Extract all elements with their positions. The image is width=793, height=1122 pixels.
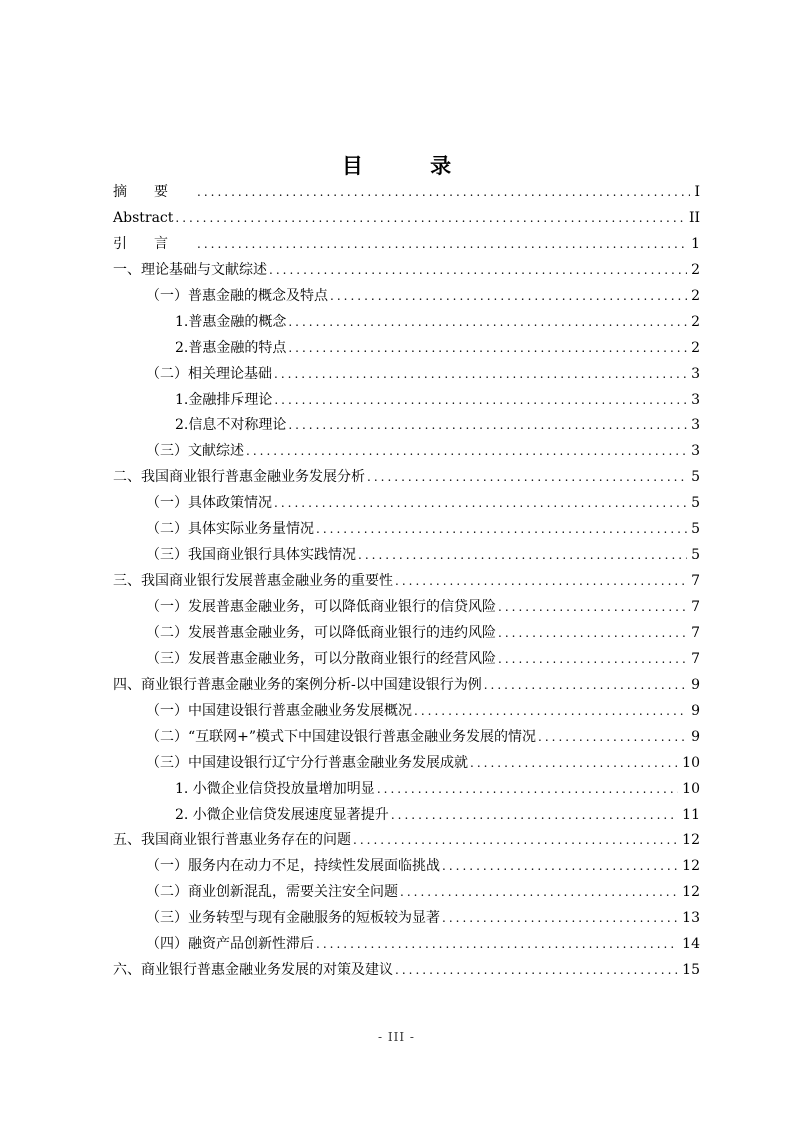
toc-entry[interactable] [113, 673, 700, 699]
toc-leader-dots [414, 699, 687, 725]
toc-leader-dots [246, 439, 687, 465]
toc-leader-dots [197, 180, 690, 206]
toc-leader-dots [316, 932, 678, 958]
toc-entry-page: 2 [691, 339, 700, 356]
toc-leader-dots [358, 543, 687, 569]
toc-entry[interactable] [113, 284, 700, 310]
toc-leader-dots [498, 621, 687, 647]
toc-entry-label: 二、我国商业银行普惠金融业务发展分析 [113, 469, 365, 486]
toc-entry-label: 六、商业银行普惠金融业务发展的对策及建议 [113, 962, 393, 979]
footer-page-number: - III - [378, 1030, 415, 1044]
toc-leader-dots [330, 284, 687, 310]
toc-entry[interactable] [113, 310, 700, 336]
toc-leader-dots [442, 854, 678, 880]
toc-entry-page: II [688, 209, 700, 226]
toc-entry-page: 5 [691, 521, 700, 538]
toc-leader-dots [377, 777, 678, 803]
toc-leader-dots [498, 647, 687, 673]
toc-entry-page: 9 [691, 728, 700, 745]
toc-leader-dots [274, 362, 687, 388]
toc-entry[interactable] [113, 699, 700, 725]
toc-entry-page: 12 [682, 884, 700, 901]
toc-leader-dots [288, 336, 687, 362]
toc-entry-page: I [694, 184, 700, 200]
toc-entry[interactable] [113, 569, 700, 595]
toc-leader-dots [274, 491, 687, 517]
toc-entry-page: 1 [691, 235, 700, 252]
toc-entry-page: 3 [691, 391, 700, 408]
toc-leader-dots [442, 906, 678, 932]
toc-entry-page: 11 [682, 806, 700, 823]
toc-entry[interactable] [113, 232, 700, 258]
toc-entry-label: 1.金融排斥理论 [175, 391, 273, 408]
toc-entry[interactable] [113, 180, 700, 206]
toc-entry-page: 7 [691, 650, 700, 667]
toc-leader-dots [484, 673, 687, 699]
toc-entry[interactable] [113, 880, 700, 906]
toc-entry-label: （三）中国建设银行辽宁分行普惠金融业务发展成就 [146, 754, 468, 771]
toc-leader-dots [470, 751, 678, 777]
toc-entry-label: 2. 小微企业信贷发展速度显著提升 [175, 806, 389, 823]
toc-leader-dots [269, 258, 687, 284]
toc-entry-label: 摘要 [113, 184, 195, 200]
toc-entry-page: 10 [682, 780, 700, 797]
toc-entry[interactable] [113, 725, 700, 751]
toc-entry[interactable] [113, 621, 700, 647]
toc-entry[interactable] [113, 362, 700, 388]
toc-entry-page: 14 [682, 936, 700, 953]
toc-entry[interactable] [113, 465, 700, 491]
toc-leader-dots [175, 206, 685, 232]
toc-entry[interactable] [113, 439, 700, 465]
toc-entry[interactable] [113, 854, 700, 880]
toc-entry[interactable] [113, 803, 700, 829]
toc-leader-dots [400, 880, 678, 906]
toc-entry-page: 5 [691, 495, 700, 512]
toc-entry-label: （二）具体实际业务量情况 [146, 521, 314, 538]
toc-entry[interactable] [113, 258, 700, 284]
toc-entry[interactable] [113, 206, 700, 232]
toc-entry-label: 三、我国商业银行发展普惠金融业务的重要性 [113, 573, 393, 590]
toc-entry-label: （一）中国建设银行普惠金融业务发展概况 [146, 702, 412, 719]
toc-entry[interactable] [113, 932, 700, 958]
toc-entry-page: 7 [691, 599, 700, 615]
toc-leader-dots [395, 958, 678, 984]
toc-entry-label: （二）发展普惠金融业务，可以降低商业银行的违约风险 [146, 624, 496, 641]
toc-entry-label: 2.信息不对称理论 [175, 417, 287, 434]
toc-entry[interactable] [113, 388, 700, 414]
toc-entry-label: （二）商业创新混乱，需要关注安全问题 [146, 884, 398, 901]
toc-entry-page: 13 [682, 910, 700, 927]
toc-leader-dots [353, 828, 678, 854]
toc-entry-label: （三）文献综述 [146, 443, 244, 460]
toc-leader-dots [538, 725, 687, 751]
toc-entry-page: 15 [682, 962, 700, 979]
toc-entry-page: 9 [691, 676, 700, 693]
toc-entry[interactable] [113, 336, 700, 362]
toc-entry[interactable] [113, 906, 700, 932]
toc-entry-label: 2.普惠金融的特点 [175, 339, 287, 356]
toc-entry[interactable] [113, 543, 700, 569]
toc-entry-label: 1.普惠金融的概念 [175, 313, 287, 330]
toc-entry-label: 引言 [113, 235, 195, 252]
toc-entry[interactable] [113, 517, 700, 543]
table-of-contents [113, 180, 700, 984]
toc-entry[interactable] [113, 595, 700, 621]
toc-entry-page: 2 [691, 261, 700, 278]
toc-entry-label: Abstract [113, 209, 174, 226]
toc-entry-page: 12 [682, 832, 700, 849]
toc-entry-page: 9 [691, 702, 700, 719]
toc-leader-dots [367, 465, 687, 491]
toc-leader-dots [274, 388, 687, 414]
toc-entry[interactable] [113, 958, 700, 984]
toc-entry-page: 5 [691, 547, 700, 564]
toc-entry-label: （三）我国商业银行具体实践情况 [146, 547, 356, 564]
toc-entry-page: 2 [691, 287, 700, 304]
toc-leader-dots [288, 310, 687, 336]
toc-entry[interactable] [113, 491, 700, 517]
toc-entry-page: 7 [691, 624, 700, 641]
toc-leader-dots [498, 595, 687, 621]
toc-leader-dots [316, 517, 687, 543]
page-title: 目 录 [341, 154, 482, 178]
toc-entry-label: （一）具体政策情况 [146, 495, 272, 512]
toc-entry[interactable] [113, 777, 700, 803]
toc-entry-label: 五、我国商业银行普惠业务存在的问题 [113, 832, 351, 849]
toc-entry-page: 3 [691, 365, 700, 382]
toc-entry-page: 10 [682, 754, 700, 771]
toc-entry-label: （一）普惠金融的概念及特点 [146, 287, 328, 304]
toc-entry[interactable] [113, 751, 700, 777]
toc-entry-page: 3 [691, 443, 700, 460]
toc-entry-page: 3 [691, 417, 700, 434]
toc-entry-label: （四）融资产品创新性滞后 [146, 936, 314, 953]
toc-entry[interactable] [113, 647, 700, 673]
toc-entry-page: 5 [691, 469, 700, 486]
toc-entry-label: （二）“互联网+”模式下中国建设银行普惠金融业务发展的情况 [146, 728, 537, 745]
toc-entry-label: （三）业务转型与现有金融服务的短板较为显著 [146, 910, 440, 927]
toc-entry-label: 四、商业银行普惠金融业务的案例分析-以中国建设银行为例 [113, 676, 482, 693]
toc-entry-label: （二）相关理论基础 [146, 365, 272, 382]
toc-entry-page: 12 [682, 858, 700, 875]
toc-entry-label: （一）服务内在动力不足，持续性发展面临挑战 [146, 858, 440, 875]
toc-entry-label: 一、理论基础与文献综述 [113, 261, 267, 278]
toc-entry-page: 7 [691, 573, 700, 590]
toc-entry-label: （一）发展普惠金融业务，可以降低商业银行的信贷风险 [146, 599, 496, 615]
toc-leader-dots [395, 569, 687, 595]
toc-leader-dots [288, 413, 687, 439]
toc-entry-page: 2 [691, 313, 700, 330]
toc-entry[interactable] [113, 413, 700, 439]
toc-entry[interactable] [113, 828, 700, 854]
toc-leader-dots [197, 232, 687, 258]
toc-leader-dots [391, 803, 678, 829]
toc-entry-label: （三）发展普惠金融业务，可以分散商业银行的经营风险 [146, 650, 496, 667]
toc-entry-label: 1. 小微企业信贷投放量增加明显 [175, 780, 375, 797]
